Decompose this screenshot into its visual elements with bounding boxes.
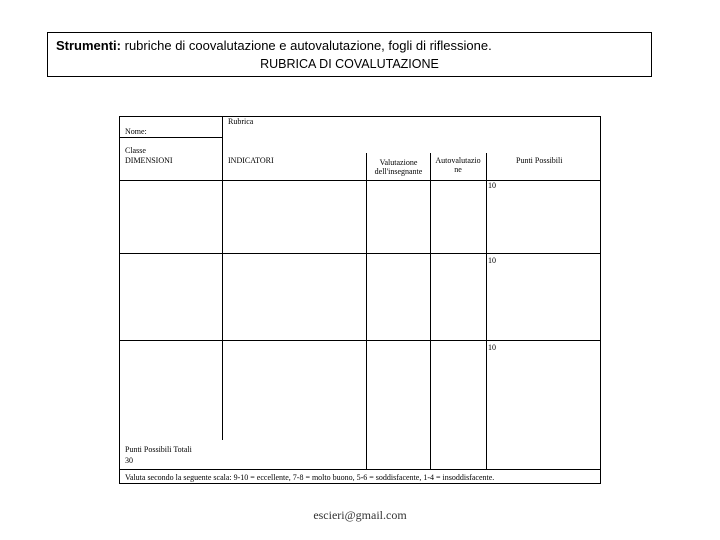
col-header-teacher-line2: dell'insegnante — [374, 167, 423, 176]
row-1-points: 10 — [488, 181, 496, 190]
row-divider-1 — [120, 253, 601, 254]
header-subtitle: RUBRICA DI COVALUTAZIONE — [260, 57, 439, 71]
col-divider-self — [486, 153, 487, 469]
class-label: Classe — [125, 146, 146, 155]
row-divider-2 — [120, 340, 601, 341]
row-divider-3 — [120, 469, 601, 470]
row-2-points: 10 — [488, 256, 496, 265]
rubric-sheet — [119, 116, 601, 484]
col-divider-indicators — [366, 153, 367, 469]
header-label: Strumenti: — [56, 38, 121, 53]
col-divider-dimensions — [222, 117, 223, 440]
header-box — [47, 32, 652, 77]
header-title — [56, 38, 492, 53]
col-header-points: Punti Possibili — [516, 156, 563, 165]
col-header-indicators: INDICATORI — [228, 156, 274, 165]
footer-email: escieri@gmail.com — [313, 508, 407, 522]
col-divider-teacher — [430, 153, 431, 469]
col-header-self-line2: ne — [454, 165, 462, 174]
row-3-points: 10 — [488, 343, 496, 352]
col-header-self-line1: Autovalutazio — [435, 156, 481, 165]
col-header-dimensions: DIMENSIONI — [125, 156, 173, 165]
col-header-teacher — [368, 158, 429, 176]
col-header-self — [430, 156, 486, 174]
total-label: Punti Possibili Totali — [125, 445, 192, 454]
total-value: 30 — [125, 456, 133, 465]
header-row-divider — [120, 180, 601, 181]
header-text: rubriche di coovalutazione e autovalutazione, fogli di riflessione. — [121, 38, 492, 53]
col-header-teacher-line1: Valutazione — [379, 158, 418, 167]
grading-scale: Valuta secondo la seguente scala: 9-10 = eccellente, 7-8 = molto buono, 5-6 = soddisfacente, 1-4 = insoddisfacente. — [125, 473, 495, 482]
rubric-title: Rubrica — [228, 117, 254, 126]
name-row-divider — [120, 137, 222, 138]
name-label: Nome: — [125, 127, 147, 136]
